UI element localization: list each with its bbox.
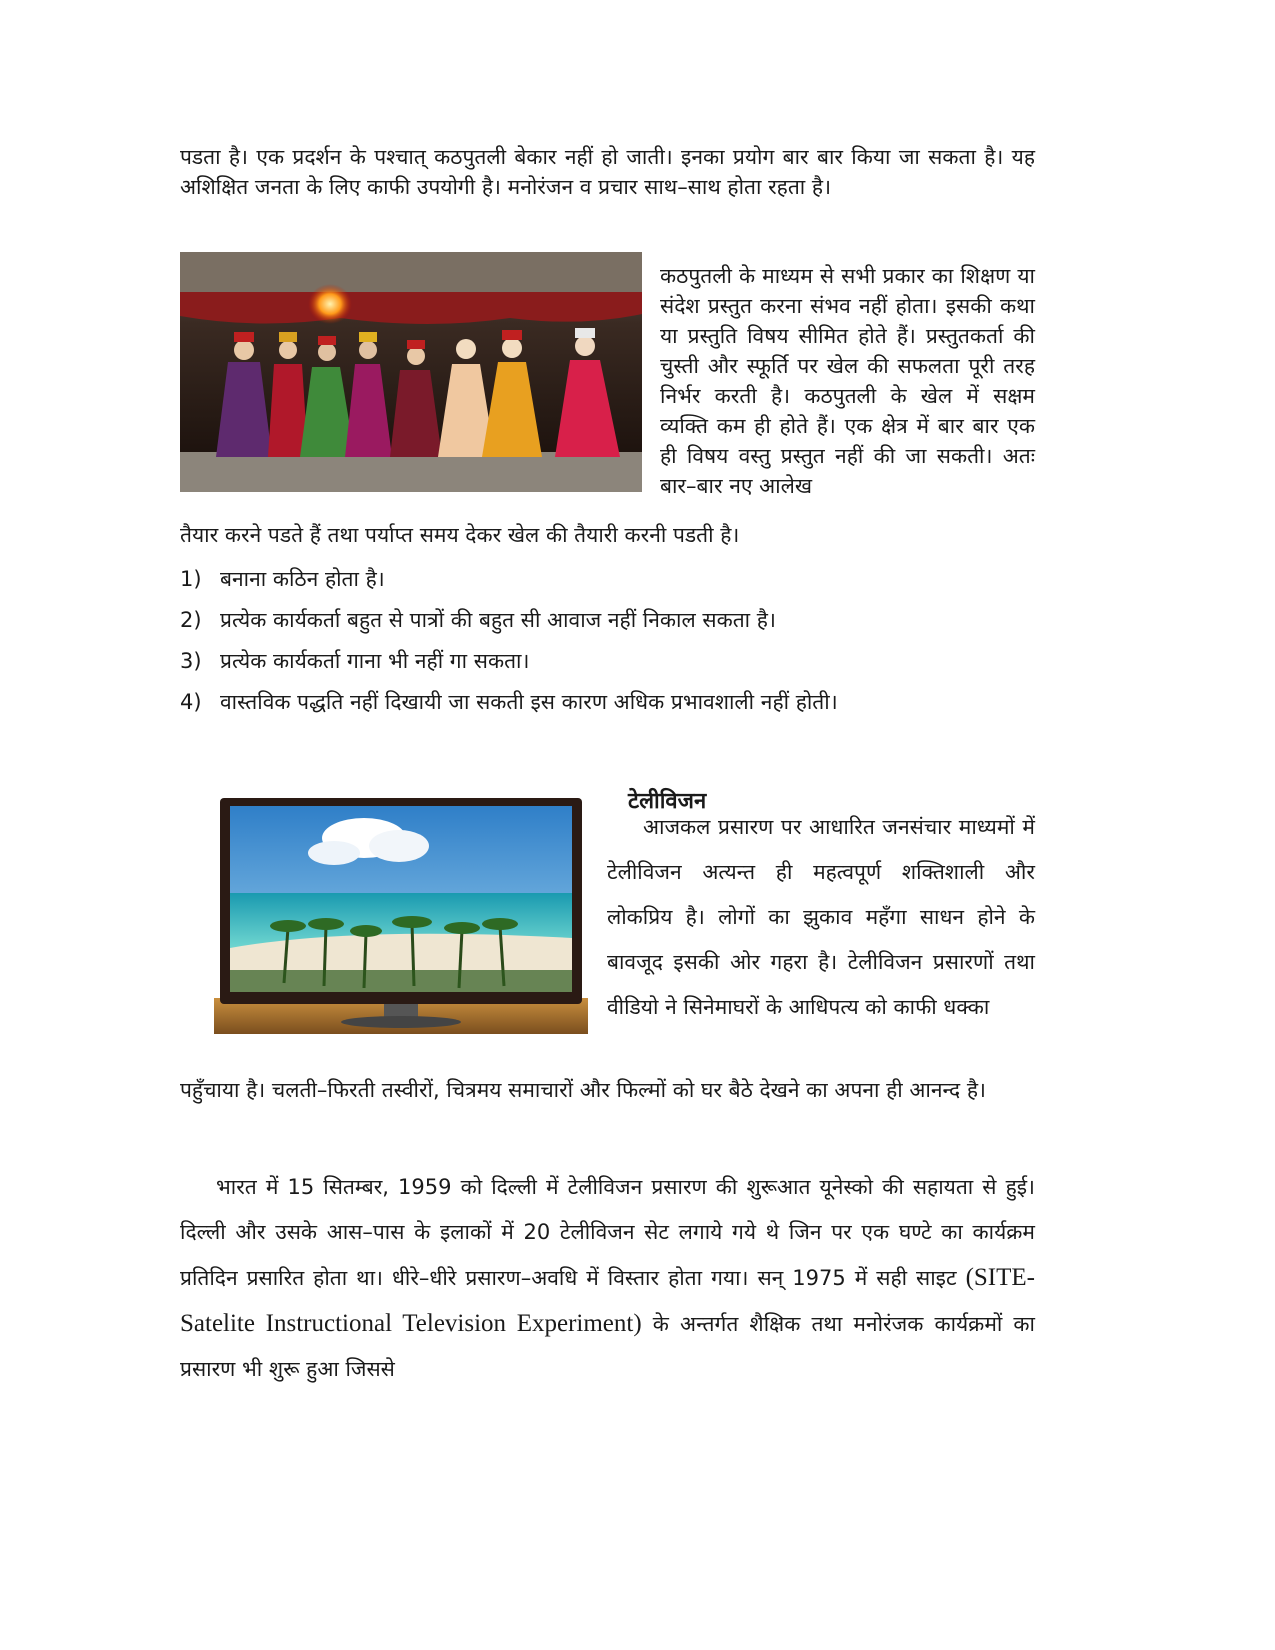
history-text-latin: (SITE- Satelite Instructional Television Experiment) — [180, 1264, 1035, 1337]
paragraph-puppet-limitations-end: तैयार करने पडते हैं तथा पर्याप्त समय देकर खेल की तैयारी करनी पडती है। — [180, 523, 740, 547]
paragraph-television-intro: आजकल प्रसारण पर आधारित जनसंचार माध्यमों में टेलीविजन अत्यन्त ही महत्वपूर्ण शक्तिशाली और लोकप्रिय है। लोगों का झुकाव महँगा साधन होने के बावजूद इसकी ओर गहरा है। टेलीविजन प्रसारणों तथा वीडियो ने सिनेमाघरों के आधिपत्य को काफी धक्का — [607, 815, 1035, 1019]
list-text: बनाना कठिन होता है। — [220, 567, 385, 591]
paragraph-television-history — [180, 1165, 1035, 1392]
television-image — [214, 798, 588, 1034]
history-text-part: के अन्तर्गत शैक्षिक तथा मनोरंजक कार्यक्रमों का प्रसारण भी शुरू हुआ जिससे — [180, 1312, 1035, 1381]
list-item — [180, 564, 385, 594]
list-item — [180, 605, 776, 635]
list-item — [180, 687, 838, 717]
list-number: 1) — [180, 567, 202, 591]
list-number: 3) — [180, 649, 202, 673]
list-text: प्रत्येक कार्यकर्ता बहुत से पात्रों की बहुत सी आवाज नहीं निकाल सकता है। — [220, 608, 776, 632]
puppet-show-image — [180, 252, 642, 492]
paragraph-puppet-intro: पडता है। एक प्रदर्शन के पश्चात् कठपुतली बेकार नहीं हो जाती। इनका प्रयोग बार बार किया जा सकता है। यह अशिक्षित जनता के लिए काफी उपयोगी है। मनोरंजन व प्रचार साथ–साथ होता रहता है। — [180, 145, 1035, 199]
list-number: 2) — [180, 608, 202, 632]
list-text: प्रत्येक कार्यकर्ता गाना भी नहीं गा सकता। — [220, 649, 530, 673]
history-text-part: भारत में 15 सितम्बर, 1959 को दिल्ली में टेलीविजन प्रसारण की शुरूआत यूनेस्को की सहायता से हुई। दिल्ली और उसके आस–पास के इलाकों में 20 टेलीविजन सेट लगाये गये थे जिन पर एक घण्टे का कार्यक्रम प्रतिदिन प्रसारित होता था। धीरे–धीरे प्रसारण–अवधि में विस्तार होता गया। सन् 1975 में सही साइट — [180, 1175, 1035, 1290]
paragraph-puppet-limitations: कठपुतली के माध्यम से सभी प्रकार का शिक्षण या संदेश प्रस्तुत करना संभव नहीं होता। इसकी कथा या प्रस्तुति विषय सीमित होते हैं। प्रस्तुतकर्ता की चुस्ती और स्फूर्ति पर खेल की सफलता पूरी तरह निर्भर करती है। कठपुतली के खेल में सक्षम व्यक्ति कम ही होते हैं। एक क्षेत्र में बार बार एक ही विषय वस्तु प्रस्तुत नहीं की जा सकती। अतः बार–बार नए आलेख — [660, 264, 1035, 498]
list-text: वास्तविक पद्धति नहीं दिखायी जा सकती इस कारण अधिक प्रभावशाली नहीं होती। — [220, 690, 838, 714]
paragraph-television-intro-end: पहुँचाया है। चलती–फिरती तस्वीरों, चित्रमय समाचारों और फिल्मों को घर बैठे देखने का अपना ही आनन्द है। — [180, 1078, 986, 1102]
list-number: 4) — [180, 690, 202, 714]
list-item — [180, 646, 529, 676]
section-heading: टेलीविजन — [628, 789, 707, 814]
